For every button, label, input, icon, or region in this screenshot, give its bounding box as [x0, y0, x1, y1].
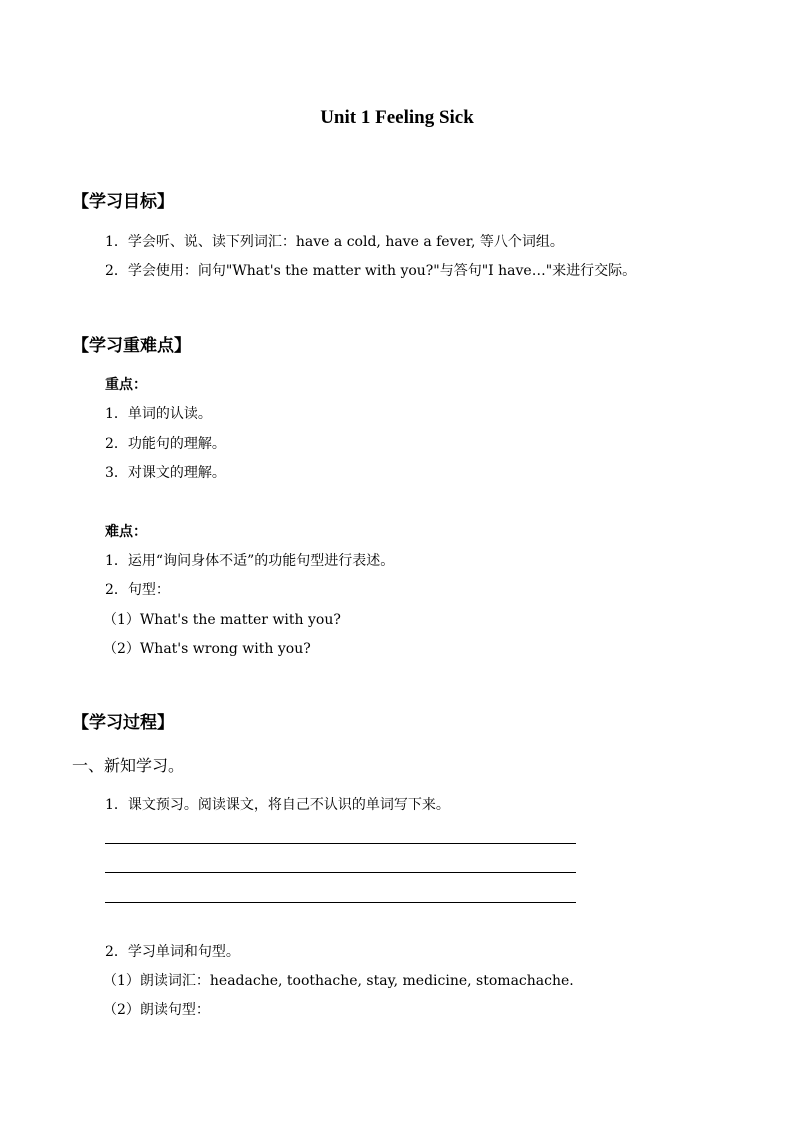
process-step-2-item-2: （2）朗读句型： [103, 1002, 210, 1018]
difficulty-label: 难点： [105, 524, 147, 540]
part1-title: 一、新知学习。 [72, 756, 185, 775]
focus-item-3: 3．对课文的理解。 [105, 465, 226, 481]
key-points-heading: 【学习重难点】 [72, 336, 191, 356]
focus-label: 重点： [105, 377, 147, 393]
goal-item-1: 1．学会听、说、读下列词汇：have a cold, have a fever, 等八个词组。 [105, 234, 564, 250]
difficulty-item-1: 1．运用“询问身体不适”的功能句型进行表述。 [105, 553, 395, 569]
difficulty-item-2: 2．句型： [105, 582, 170, 598]
process-step-1: 1．课文预习。阅读课文，将自己不认识的单词写下来。 [105, 797, 450, 813]
process-heading: 【学习过程】 [72, 713, 174, 733]
focus-item-2: 2．功能句的理解。 [105, 436, 226, 452]
focus-item-1: 1．单词的认读。 [105, 406, 212, 422]
difficulty-item-4: （2）What's wrong with you? [103, 641, 311, 657]
answer-line-2[interactable] [105, 872, 576, 873]
process-step-2-item-1: （1）朗读词汇：headache, toothache, stay, medicine, stomachache. [103, 973, 574, 989]
process-step-2: 2．学习单词和句型。 [105, 944, 240, 960]
difficulty-item-3: （1）What's the matter with you? [103, 612, 341, 628]
goals-heading: 【学习目标】 [72, 192, 174, 212]
page-title: Unit 1 Feeling Sick [320, 107, 474, 128]
answer-line-3[interactable] [105, 902, 576, 903]
goal-item-2: 2．学会使用：问句"What's the matter with you?"与答句"I have…"来进行交际。 [105, 263, 637, 279]
answer-line-1[interactable] [105, 843, 576, 844]
